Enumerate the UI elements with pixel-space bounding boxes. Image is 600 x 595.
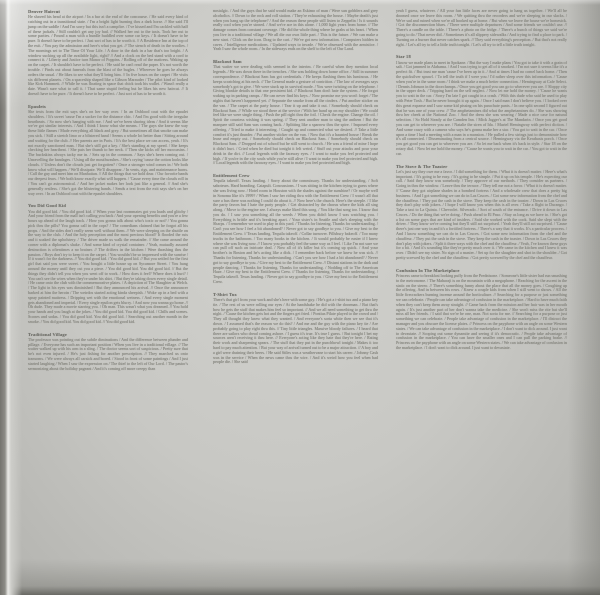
song-title: Epaulets [28, 103, 46, 109]
song-section-denver-haircut [28, 9, 188, 97]
song-section-you-did-good-kid [28, 203, 188, 324]
song-section-the-stove-the-toaster [396, 164, 567, 261]
song-title: You Did Good Kid [28, 203, 67, 209]
song-section-star-18 [396, 54, 567, 156]
song-lyrics: That waiter we were dealing with seemed in the interim. / Be careful when they mention local legends. / He was down there in the trenches. / She was holding down home office. / Still in summer correspondence. // Blackout Sam has got credentials. / He keeps flashing them his luminous. / He keeps scratching at his neck. // The General made a gesture of contrition. / The law of averages says somebody's got to give. / We were stuck up in survival mode. / You were twisting on the telephone. / Giving blankie details to that one persistent kid. // Blackout Sam don't hate the system. / He forgot waking up in parking ramps. / He can never find his keys. / Now promise me you won't forget / The nights that haven't happened yet. // Separate the smoke from all the cinders. / Put another sticker on the van. / The carpet at the party house. / Tear it up and take it out. / Somebody should check on Blackout Sam. // While we stood there at the service / With her hand up on my shoulder / We could feel like we were single thing. / Push the pill right thru the foil. / Check the engine. Change the oil. / Spirit the countess wishing it was spring. // They sent another man to sing the anthem / But the marquee still said Sam was coming back. / Splitting like a sparrow thru the spire. / Imposed every offering. / Tried to make it interesting. / Caught up and connected what we desired. // Take a little comfort it's just thunder. / Put another sticker on the van. / Now that it's a haunted house / Break the lease and empty out. / Somebody should check on Blackout Sam. / Somebody should check on Blackout Sam. // Dropped out of school but he still went to church. / He was a friend of mine I hope it didn't hurt. / Cried when he died but tonight it felt weird. / Stuff out your attacks and pour your drink in the dirt. // Local legends with the faraway eyes. / I want to make you feel protected and high. / If you're in the city souls while you're still alive / I want to make you feel protected and high. // Local legends with the faraway eyes. / I want to make you feel protected and high. [213, 64, 378, 166]
song-lyrics: I know we made plans to meet in Spokane. / But the way I make plans / You got to take it with a grain of salt. / Got jammed in Alabama. / And I was trying to get all of it smoked. / I'm not sure it seems like it's a perfect fit. / But trust me man 'cause I've been up in it. / And at times I had no comel back home. / Then the quicksilver sprawl. / To tell the truth if I were you / I'd rather sleep over this information. / 'Cause when you're in the same room / I think we make a much better connection. / Hemingway at Cafe Select. / Dennis Johnson in the doorchamps. / Once you get good you can go to wherever you are. // Sloppy city in the upper deck. / Tripping hard on the self neglect. / Now let me hold the money. / 'Cause he wants you to wait in the car. / Sorry I'm late I got caught in a crash. / With this dude who said he used to play with Peter Tosh. / But he never brought it up again. / Once I said man I don't believe you. / I looked over this great expanse and I saw some kid pissing on his parachute pants. / In one split second I figured out that he was one of your crew. // The amphetamines did what the amphetamines do. / She was showing thru her cheek at the National Zoo. / And the dress she was wearing / Made a nice case for natural selection. / So Hold Steady at the Camden Inn. / Mick Jagger's at The Mandarin. / Once you get good you can get to wherever you are. / Natalie the siren of Ida. / Muriel Hemingway with perfect diction. / And some crazy with a camera who says he's gonna make her a star. / You got to wait in the car. / Once upon a time I had a meeting with a man in a mansion. / He pulled a few strings just to demonstrate how it's all connected. / Disseminating from a central source. / Hemingway via the Kerabasis porch. / Once you get good you can get to wherever you are. / So let me back when it's back in style. / Star 18 on the rotary dial. / Now let me hold the money. / 'Cause he wants you to wait in the car. / You got to wait in the car. [396, 59, 567, 156]
song-lyrics: The professor was pointing out the subtle diminutions / And the difference between plunder and pillage. / Everyone has such an important position / When you live in a traditional village. // The waiter walked up with his arm in a sling. / The doctor seems sort of suspicious. / Pretty sure that he's not even injured. / He's just fishing for another prescription. // They marched us onto transoms. / We were always all carsick and bored. / Stood in front of some paintings / And I just started laughing / When I saw the expression on / The thief to the left of Our Lord. / The pastor's sermonizing about the holiday pageant / And it's coming off more creepy than [28, 336, 188, 371]
song-title: Denver Haircut [28, 9, 61, 14]
song-lyrics: yeah I guess, whatever. / All your fun little faces are never going to hang us together. / We'll all be doomed once we leave this room. / We quitting thru the recorders and we're sleeping in our slacks. / We're sad and ruined when we're all hooked up at home. / But when we leave the house we're homesick. / Got the disconnection blues. / There were multiple departures / And some friends we couldn't use. // There's a candle on the table. / There's a photo on the fridge. / There's a bunch of things we said we're going to do / That never did. / Sometimes it's all slippery sidewalks / And trying to find a place to park. / Turning on a burner that never catches spark. // They said everything's perception. / But that's not really right. / Let's all try to tell a little truth tonight. / Let's all try to tell a little truth tonight. [396, 8, 567, 47]
song-section-entitlement-crew [213, 173, 378, 285]
song-title: Traditional Village [28, 331, 67, 337]
song-section-t-shirt-tux [213, 292, 378, 365]
song-section-blackout-sam [213, 59, 378, 166]
song-section-continued [396, 9, 567, 47]
song-lyrics: Let's just say they owe me a favor. / I did something for them. / What it is doesn't matter. / Here's what's important. / It's going to be easy. / It's going to be simple. / Put it up on his temple. / He's expecting our call. / Said they know was somebody. / They approve of our methods. / They consider us partners. / Going in thru the window. / Leave thru the terrace. / They tell me not a favor. / What it is doesn't matter. // 'Cause they got airplane shades in a bombed fortress / And a wholesale crew that does a pretty big business. / And I got something we can do in Las Cruces. / Got some new information from the chef and the chauffeur. / They put the cash in the stove. They keep the cash in the toaster. / Down in Las Cruces they don't play with jokers. / I hope I will know you when this is all over. / Take a flight to Durango. / Take a taxi to La Quinta. / Chevrolet. Silverado. / Sort of south of the entrance. / Drive it down to Las Cruces. / Do the thing that we're doing. / Push ahead to El Paso. / Stay as long as we have to. / She's got a list on some guys that are kind of insiders. / Said she worked with the cook. Said she slept with the driver. / They know we're coming but they'll still act surprised. / Yeah they'll still act surprised. / 'Cause there's just one way in and it's a fortified fortress. / There's a way that it works. It's a particular process. / And I know something we can do in Las Cruces. / Got some new information from the chef and the chauffeur. / They put the cash in the stove. They keep the cash in the toaster. / Down in Las Cruces they don't play with jokers. / Split it three ways with the chef and the chauffeur. / Yeah, I've known these guys for a bit. / And it's sounding like they're pretty much over it. / We came in the kitchen and I knew it was over. / Didn't see my sister. No sign of a master. / Set up for the slaughter and shot in the shoulder. / Got pretty screwed by the chef and the chauffeur. / Got pretty screwed by the chef and the chauffeur. [396, 168, 567, 261]
song-lyrics: There's that girl from your work and she's here with some guy. / He's got a t-shirt tux and a piano key tie. / The rest of us were rolling our eyes / At the handshake he did with the doorman. / But that's how he gets the stuff that makes him feel so important. // And we all need something to get thru the night. / 'Cause the kitchen gets hot and the fingers get fried. / Pontius Pilate played to the crowd and / They all thought they knew what they wanted. / And everyone's sorta white then we see that it's down. / I assumed that's the reason we do this? / And me and the guy with the piano key tie / Are probably going to play right thru this. // Tiny little triangles. Massive bloody failures. / I heard that there are sailors who dread coming ashore. / I guess it's true. It's true I guess. / But tonight I bet my sources aren't receiving it thru here. // Everyone's acting like they hate that they're here. / Rating their work and sharpening spears. / The stuff that they put in the punchbowl tonight / Makes it too hard to pay much attention. / But your way of arrival turned out to be a major attraction. // A boy and a girl were draining their beers. / He said Stiles was a weathervane to start his career. / Johnny Cash was in the service / When the news came thru the wire. / And it's weird how you feel when bad people die. / She said [213, 297, 378, 365]
song-title: Entitlement Crew [213, 173, 250, 179]
lyrics-column-3 [396, 9, 567, 351]
song-title: Star 18 [396, 54, 411, 60]
song-title: Blackout Sam [213, 59, 242, 65]
song-section-continued [213, 9, 378, 52]
lyrics-column-1 [28, 9, 188, 371]
song-section-confusion-in-the-marketplace [396, 268, 567, 351]
song-section-epaulets [28, 104, 188, 197]
song-lyrics: You did good kid. / You did good kid. // When your last roommates got you loads and glitchy / And your friend from the mall isn't calling you back / And your opening benefits and you're a few hours up ahead of the laugh track. / How you gonna talk about who's toxic or not? / You gonna pick thru the pills? You gonna call in the cops? / The comedians claimed that he forgot all his props. / And the sides don't really seem well without them. // We were sleeping on the shuttle on the way to the club. / And the holy perception and the most precious blood? It flooded the ruts and it soaked the upholstery. / The driver made us walk the remainder. // She came around the corner with a diplomat's shake. / And some kind of crystal container. / Yeah, mutually assured destruction is oftentimes a no brainer. // The drifters in the kitchen / Were thrashing thru the passion. / Boys don't try to keep it on the carpet. / You wouldn't be so impressed with the sunrise / If it wasn't for the darkness. // You did good kid. / You did good kid. // But you settled for the first girl that said you were sweet. / You bought a little house up on Sycamore Street. / You hung around the money until they cut you a piece. / You did good kid. You did good kid. // But the things they didn't tell you when you went off to work. / How does it feel? Where does it hurt? / You can't see the wires when they're under his shirt. / But they're taking down every single detail. / He came onto the club with the commemorative plates. / A depiction of The Slaughter at Welch. / The light in his eyes was diminished / But they announced his arrival. // Once the announcer barked at him the heroin / The weirdos started acting kinda sheepish. / Woke up in a bed with a spray painted mattress. / Dripping wet with the emotional wetness. / And every single moment gets abandoned and imperial. / Every single epsilon gets blurry. / And now you wanna go home. // Oh dude. They made a movie starring you. / Oh man. This wasn't what you dreamed. // You hold your hands and you laugh at the jokes. / You did good kid. You did good kid. / Chills and scenes. Scones and sodas. / You did good kid. You did good kid. / Searching out another month in the smoke. / You did good kid. You did good kid. // You did good kid. [28, 208, 188, 324]
song-lyrics: nostalgic. / And the guys that he said would make an Eskimo of man / Were sun gobblers and grey alcoholics. // Down to the rock and roll station. / They're exhausting the house. / Maybe death's just when you hang up the telephone? / And the reason these people still listen to Zeppelin / Is it sounds really cool when you're stoned. / And we're ace in this alone. / 1,000 light years from home. // The damage comes from constant coverage. / He did the whole thing where he grabs at his heart. / When you live in a traditional village / We all die our own little part. / This is the future. / We can make a new start. / Click on the icon. Drag to the cart. / We've got new information. / Computers hidden in caves. / Intelligence medications. / Updated ways to invade. / We're obsessed with the armistice. / Yeah I saw the whole room. / In the sideways ends on the shelf to the left of Our Land. [213, 8, 378, 52]
song-lyrics: She texts from the exit says she's on her way over. / In an Oxblood coat with the epaulet shoulders. / It's sweet 'cause I'm a sucker for the distance chic. / And I'm good with the irregular heartbeats. / So now she's hanging with me. / And we've been sharing ideas / And it seems like we've got similar interests. / And I think I know what she means. / The guys she knew the way these little flames / Made everything all black and grey. / But sometimes all that smoke can make you sick. / Still a stretch limo or a blistered hand / Seems a whole lot better than / Sitting around and waiting for the club. // Her parents are in Paris. / It's the best place we can access, yeah. / It's not exactly sanctioned man. / But she's still got a key. / She's standing at my speed. / She keeps checking her heartbeat. / She puts her thumb to her neck. // Then she kicks off her moccasins. / The buckskins always tacky me in. / Sets up in the common. / Says she's been coming out. / Unravelling the bandages. / Using all the mouthwashes. / She's crying 'cause the cotton looks like clouds. // Unless don't the clouds just get forgotten? / Once a stronger wind comes in / We both know what will happen. / We'll dissipate. We'll disappear. / In vents, rigs, and maintenance barns. / Call the guy and meet him on Manhattan. // All the things that we hold dear. / Our favorite bands our deepest fears. / We both know exactly what will happen. / 'Cause every time the clouds roll in / You can't go astronomical. / And her jacket makes her look just like a general. // And she's generally restless. / She's got the blistering hands. / Sends a text from the exit says she's on her way over. / In an Oxblood coat with the epaulet shoulders. [28, 108, 188, 196]
song-lyrics: Tequila takeoff. Texas landing. / Sorry about the commissary. Thanks for understanding. / Soft saboteurs. Hard branding. Catapult. Concussions. / I was sitting in the kitchen trying to guess where she was living now. / Hotel room in Houston with the shades against the sunshine? / Or maybe well in Sonoma like it's 1999? / When I saw her riding thru with the Entitlement Crew / I wasn't all that sure a bus there was nothing I could do about it. // Now here's the church. Here's the steeple. / I like the party favors but I hate the party people. / Get distracted by the chorus where the kids all sing along. / Move to the engine see. I always make liked this song. / You like that song too. I know that you do. / I saw you something all the weeds / When you didn't know I was watching you. / Everything is brittle and it's breaking apart. / Your sister's in Seattle and she's sleeping with the Sharps. / I remember we used to play in this yard. / Thanks for listening. Thanks for understanding. / Can't you see how I feel a bit abandoned? / Never got to say goodbye to you. / Give my best to the Entitlement Crew. // Texas landing. Tequila takeoff. / Collar turnover. Pillsbury bakeoff. / Too many trucks in the bathroom. / Too many books in the kitchen. / It would probably be easier if I knew where she was living now. // I know you probably feel the same way as I feel. / Like I'm not sure we can pull off such an intricate deal. / Now all of it's killer but it's coming up quick. / And your brother's in Boston and he's acting like a dick. / I remember back before we knew he was sick. // Thanks for listening. Thanks for understanding. / Can't you see how I had a bit abandoned? / Never got to say goodbye to you. / Give my best to the Entitlement Crew. // Distant stations in the dark and people dancing. / Thanks for listening. Thanks for understanding. / Nodding off to The American Haze. / Give my best to the Entitlement Crew. // Thanks for listening. Thanks for understanding. / Tequila takeoff. Texas landing. / Never got to say goodbye to you. / Give my best to the Entitlement Crew. [213, 178, 378, 285]
song-title: The Stove & The Toaster [396, 163, 448, 169]
song-title: T-Shirt Tux [213, 291, 237, 297]
lyrics-column-2 [213, 9, 378, 365]
song-lyrics: He shaved his head at the airport / In a bar at the end of the concourse. / He said every kind of catching out in a transitional state. / I'm a bright light burning thru a dark horse. // She said I'll jump on the saddle / And I'm sorry but this isn't a campfire. / I've kissed and I'm cackled with half of these jackals. / Still couldn't get any joy bad. // Walked her out to the taxis. Took her out to some parties. / Found a man with a bundle huddled over some car keys. / It doesn't have to be pure. It doesn't have to be perfect. / Just sort of has to be worth it. // A Residence Inn at the top of the exit. / You pay the admission and here's what you get. // The stench of death in the woolies. / The mornings set to The Time Of Your Life. / A door in the dark in a bar that's too bright. / A window sucking up all the available light, right? // And a clock on the bed stand with a cord to connect it. / Liberty and Justice turn Manor of Poppins. / Rolling off of the mattress. Waking up on the carpet. / It shouldn't have to be perfect. / He said he can't read the paper. It's not worth the trouble. / Finds out about funerals from the blast of the bugles. / Wherever he goes he always orders the usual. / He likes to see what they'll bring him. // In five hours on the carpet / He visits six different planets. / On a spaceship shaped like a Gibson Marauder / The pilot kind of looked like Kirk Hammett. // While he was floating in space that chick took his wallet. / Wasn't really a date. Wasn't sure what to call it. / That same stupid feeling but he likes his new haircut. // It doesn't have to be pure. / It doesn't have to be perfect. / Just sort of has to be worth it. [28, 14, 188, 96]
song-title: Confusion In The Marketplace [396, 267, 460, 273]
song-section-traditional-village [28, 332, 188, 372]
song-lyrics: Princess came to breakfast looking puffy from the Prednisone. / Someone's little sister had run smashing to the metronome. / The Maharaji is on the mountain with a megaphone. / Reaching for the ascent in the static on the stereo. // There's something funny about the place that all the money goes. / Coughing up the offering. And in between his rows. / Knew a couple kids from when I still went to shows. / All the little firecrackers burning incense around the horticulture. // Searching for a purpose or just something we can celebrate. / People can take advantage of confusion in the marketplace. / Hard to have much faith when they can't keep them away straight. // Came back from the mission and her hair was in her mouth again. / It's just another part of her don't wanna take the medicine. / She won't miss the rite but she'll miss all her friends. / I said that we're be one, man. Not sorta for me. // Searching for a purpose or just something we can celebrate. / People take advantage of confusion in the marketplace. / I'll distract the manager and you obscure the license plates. // Princess on the payphone with an angle on some Western states. / We can take advantage of confusion in the marketplace. / I don't want to dick around. I just want to devastate. // Scoping out some dynamite and seeing if it's democratic. / People take advantage of confusion in the marketplace. / You can have the smaller ones and I can pull the parking brake. // Princess on the payphone with an angle on some Western states. / We can take advantage of confusion in the marketplace. / I don't want to dick around. I just want to devastate. [396, 273, 568, 351]
